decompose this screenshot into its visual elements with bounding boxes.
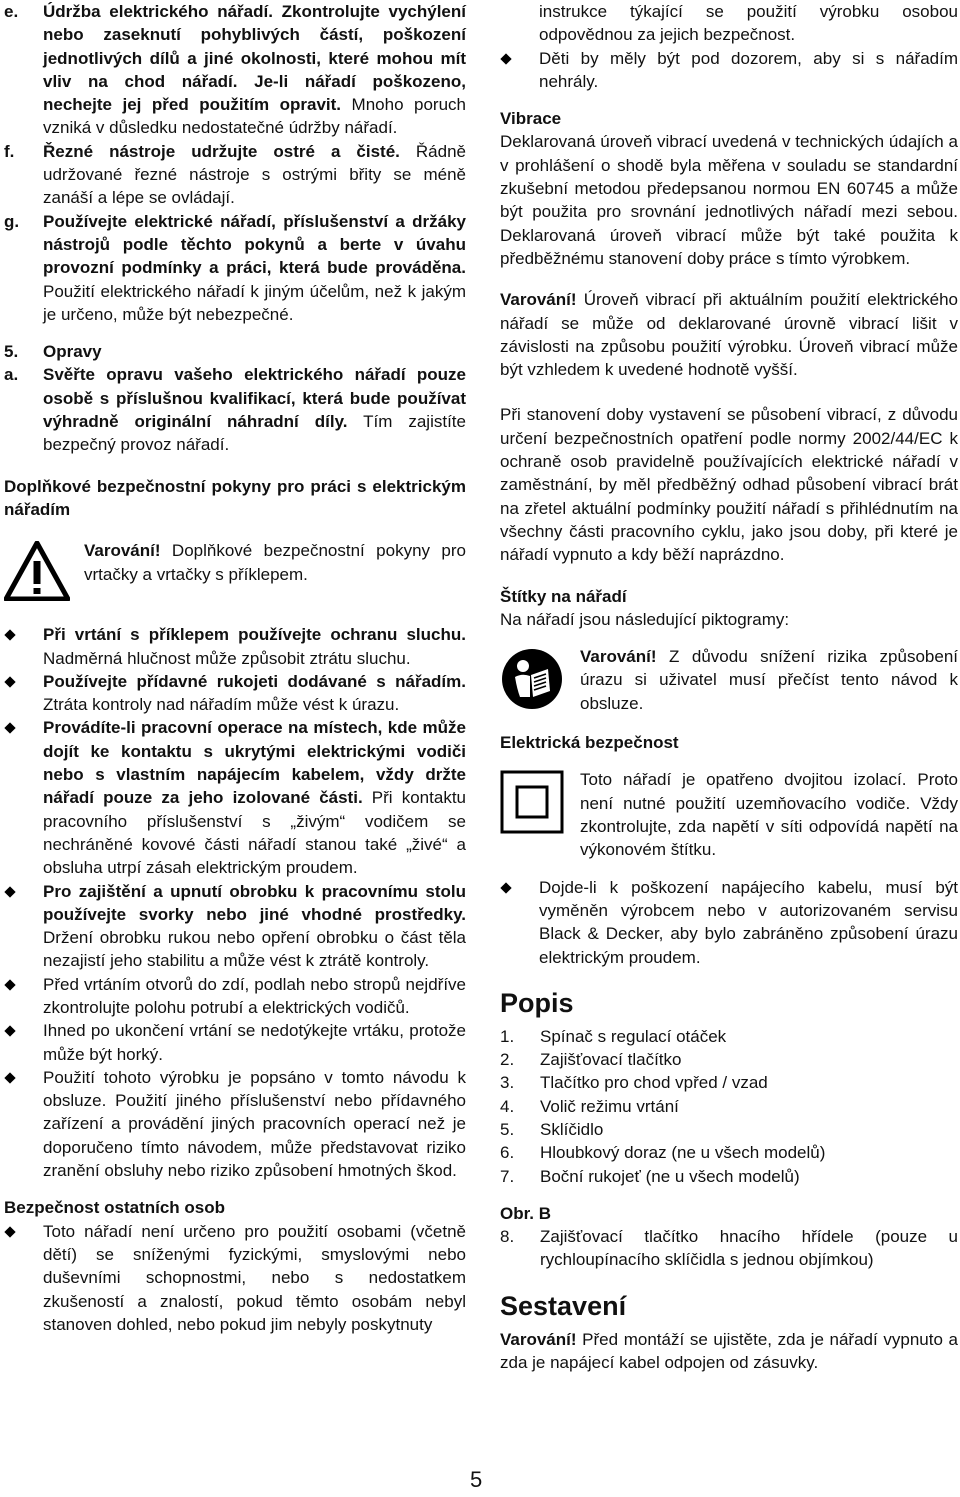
item-e-bold: Údržba elektrického nářadí. Zkontrolujte vychýlení nebo zaseknutí pohyblivých částí, poškození jednotlivých dílů a jiné okolnosti, které mohou mít vliv na chod nářadí. Je-li nářadí poškozeno, nechejte jej před použitím opravit.: [43, 2, 466, 115]
right-column: [500, 0, 958, 1374]
popis-item: [500, 1165, 958, 1188]
bullet-handles: [4, 670, 466, 717]
left-column: [4, 0, 466, 1336]
page-number: 5: [470, 1467, 483, 1492]
obr-b-heading: Obr. B: [500, 1203, 552, 1223]
item-number: 6.: [500, 1143, 515, 1163]
warning-block: [4, 539, 466, 613]
item-text: Zajišťovací tlačítko hnacího hřídele (pouze u rychloupínacího sklíčidla s jednou objímkou): [540, 1227, 958, 1270]
sestaveni-heading: Sestavení: [500, 1290, 627, 1321]
warning-body: Doplňkové bezpečnostní pokyny pro vrtačky a vrtačky s příklepem.: [84, 541, 466, 584]
item-g-bold: Používejte elektrické nářadí, příslušenství a držáky nástrojů podle těchto pokynů a berte v úvahu provozní podmínky a práci, která bude prováděna.: [43, 211, 466, 278]
section-number: 5.: [4, 342, 19, 362]
item-number: 4.: [500, 1096, 515, 1116]
item-text: Spínač s regulací otáček: [540, 1026, 727, 1046]
manual-warning-block: [500, 645, 958, 717]
popis-item: [500, 1048, 958, 1071]
item-text: Boční rukojeť (ne u všech modelů): [540, 1166, 800, 1186]
bullet-text: Nadměrná hlučnost může způsobit ztrátu sluchu.: [43, 648, 411, 668]
bullet-text: Děti by měly být pod dozorem, aby si s nářadím nehrály.: [539, 48, 958, 91]
continued-text: instrukce týkající se použití výrobku osobou odpovědnou za jejich bezpečnost.: [539, 2, 958, 45]
bullet-text: Před vrtáním otvorů do zdí, podlah nebo stropů nejdříve zkontrolujte polohu potrubí a elektrických vodičů.: [43, 974, 466, 1017]
vibration-warning: [500, 288, 958, 381]
double-insulation-icon: [500, 770, 564, 840]
bullet-persons: [4, 1220, 466, 1336]
item-marker: g.: [4, 211, 20, 231]
bullet-diamond-icon: [4, 1226, 15, 1237]
warning-label: Varování!: [84, 541, 161, 561]
bullet-hot-bit: [4, 1019, 466, 1066]
warning-body: Úroveň vibrací při aktuálním použití elektrického nářadí se může od deklarované úrovně vibrací lišit v závislosti na způsobu použití výrobku. Úroveň vibrací může být vzhledem k uvedené hodnotě vyšší.: [500, 290, 958, 380]
item-f: [4, 140, 466, 210]
bullet-children: [500, 47, 958, 94]
bullet-clamps: [4, 880, 466, 973]
section-5-heading: [4, 340, 466, 363]
popis-item: [500, 1141, 958, 1164]
item-text: Tlačítko pro chod vpřed / vzad: [540, 1073, 768, 1093]
bullet-text: Toto nářadí není určeno pro použití osobami (včetně dětí) se sníženými fyzickými, smyslovými nebo duševními schopnostmi, nebo s nedostatkem zkušeností a znalostí, pokud těmto osobám nebyl stanoven dohled, nebo pokud jim nebyly poskytnuty: [43, 1221, 466, 1334]
labels-heading: Štítky na nářadí: [500, 586, 627, 606]
item-number: 8.: [500, 1227, 515, 1247]
item-number: 2.: [500, 1050, 515, 1070]
bullet-diamond-icon: [4, 886, 15, 897]
vibration-text: Deklarovaná úroveň vibrací uvedená v technických údajích a v prohlášení o shodě byla měřena v souladu se standardní zkušební metodou předepsanou normou EN 60745 a může být použita pro srovnání jednotlivých nářadí mezi sebou. Deklarovaná úroveň vibrací může být také použita k předběžnému stanovení doby práce s tímto výrobkem.: [500, 132, 958, 268]
popis-item: [500, 1025, 958, 1048]
bullet-diamond-icon: [500, 882, 511, 893]
item-number: 5.: [500, 1119, 515, 1139]
vibration-heading: Vibrace: [500, 109, 562, 129]
bullet-text: Ihned po ukončení vrtání se nedotýkejte vrtáku, protože může být horký.: [43, 1021, 466, 1064]
item-g-text: Použití elektrického nářadí k jiným účelům, než k jakým je určeno, může být nebezpečné.: [43, 281, 466, 324]
bullet-diamond-icon: [4, 676, 15, 687]
read-manual-icon: [500, 647, 564, 717]
bullet-damaged-cable: [500, 876, 958, 969]
bullet-bold: Pro zajištění a upnutí obrobku k pracovnímu stolu používejte svorky nebo jiné vhodné prostředky.: [43, 881, 466, 924]
labels-intro: Na nářadí jsou následující piktogramy:: [500, 609, 790, 629]
bullet-diamond-icon: [4, 1072, 15, 1083]
item-e-text: Mnoho poruch vzniká v důsledku nedostatečné údržby nářadí.: [43, 95, 467, 138]
warning-text: [84, 539, 466, 586]
bullet-bold: Při vrtání s příklepem používejte ochranu sluchu.: [43, 625, 466, 645]
bullet-diamond-icon: [4, 979, 15, 990]
bullet-diamond-icon: [4, 1026, 15, 1037]
bullet-text: Použití tohoto výrobku je popsáno v tomto návodu k obsluze. Použití jiného příslušenství nebo přídavného zařízení a provádění jiných pracovních operací než je doporučeno tímto návodem, může představovat riziko zranění obsluhy nebo riziko způsobení hmotných škod.: [43, 1067, 466, 1181]
item-number: 1.: [500, 1026, 515, 1046]
popis-list: [500, 1025, 958, 1188]
bullet-text: Při kontaktu pracovního příslušenství s „živým“ vodičem se nechráněné kovové části nářadí stanou také „živé“ a obsluha utrpí zásah elektrickým proudem.: [43, 788, 466, 878]
manual-warning-text: [580, 645, 958, 715]
item-marker: a.: [4, 365, 19, 385]
warning-body: Před montáží se ujistěte, zda je nářadí vypnuto a zda je napájecí kabel odpojen od zásuvky.: [500, 1329, 958, 1373]
item-a: [4, 363, 466, 456]
bullet-bold: Používejte přídavné rukojeti dodávané s nářadím.: [43, 671, 466, 691]
bullet-intended-use: [4, 1066, 466, 1182]
bullet-text: Ztráta kontroly nad nářadím může vést k úrazu.: [43, 695, 400, 715]
bullet-hidden-wires: [4, 716, 466, 879]
extra-safety-heading: Doplňkové bezpečnostní pokyny pro práci s elektrickým nářadím: [4, 476, 466, 519]
popis-item: [500, 1095, 958, 1118]
item-text: Zajišťovací tlačítko: [540, 1050, 682, 1070]
double-insulation-block: [500, 768, 958, 861]
popis-heading: Popis: [500, 987, 574, 1018]
bullet-check-pipes: [4, 973, 466, 1020]
item-text: Sklíčidlo: [540, 1119, 604, 1139]
item-f-bold: Řezné nástroje udržujte ostré a čisté.: [43, 141, 400, 161]
item-number: 3.: [500, 1073, 515, 1093]
popis-item: [500, 1071, 958, 1094]
bullet-hearing: [4, 623, 466, 670]
item-f-text: Řádně udržované řezné nástroje s ostrými břity se méně zanáší a lépe se ovládají.: [43, 141, 467, 208]
item-marker: f.: [4, 141, 15, 161]
item-text: Volič režimu vrtání: [540, 1096, 679, 1116]
item-text: Hloubkový doraz (ne u všech modelů): [540, 1143, 826, 1163]
bullet-text: Dojde-li k poškození napájecího kabelu, musí být vyměněn výrobcem nebo v autorizovaném servisu Black & Decker, aby bylo zabráněno způsobení úrazu elektrickým proudem.: [539, 877, 958, 967]
bullet-diamond-icon: [4, 630, 15, 641]
bullet-bold: Provádíte-li pracovní operace na místech, kde může dojít ke kontaktu s ukrytými elektrickými vodiči nebo s vlastním napájecím kabelem, vždy držte nářadí pouze za jeho izolované části.: [43, 718, 466, 808]
warning-label: Varování!: [500, 1329, 577, 1349]
item-number: 7.: [500, 1166, 515, 1186]
item-a-text: Tím zajistíte bezpečný provoz nářadí.: [43, 412, 466, 455]
popis-item: [500, 1118, 958, 1141]
bullet-diamond-icon: [4, 723, 15, 734]
item-marker: e.: [4, 2, 19, 21]
bullet-diamond-icon: [500, 53, 511, 64]
warning-body: Z důvodu snížení rizika způsobení úrazu si uživatel musí přečíst tento návod k obsluze.: [580, 647, 958, 713]
warning-label: Varování!: [580, 647, 657, 667]
bullet-text: Držení obrobku rukou nebo opření obrobku o část těla nezajistí jeho stabilitu a může vést k ztrátě kontroly.: [43, 928, 466, 971]
assembly-warning: [500, 1328, 958, 1375]
item-a-bold: Svěřte opravu vašeho elektrického nářadí pouze osobě s příslušnou kvalifikací, která bude používat výhradně originální náhradní díly.: [43, 365, 466, 432]
section-title: Opravy: [43, 342, 102, 362]
electrical-heading: Elektrická bezpečnost: [500, 733, 679, 753]
vibration-text-2: Při stanovení doby vystavení se působení vibrací, z důvodu určení bezpečnostních opatření podle normy 2002/44/EC k ochraně osob pravidelně používajících elektrické nářadí v zaměstnání, by měl předběžný odhad působení vibrací brát na zřetel aktuální podmínky použití nářadí s přihlédnutím na všechny části pracovního cyklu, jako jsou doby, při které je nářadí vypnuto a kdy běží naprázdno.: [500, 405, 958, 565]
double-insulation-text: Toto nářadí je opatřeno dvojitou izolací. Proto není nutné použití uzemňovacího vodiče. Vždy zkontrolujte, zda napětí v síti odpovídá napětí na výkonovém štítku.: [580, 770, 958, 860]
item-e: [4, 0, 466, 140]
others-safety-heading: Bezpečnost ostatních osob: [4, 1198, 226, 1218]
item-g: [4, 210, 466, 326]
warning-label: Varování!: [500, 290, 577, 310]
popis-item: [500, 1225, 958, 1272]
warning-triangle-icon: [4, 541, 70, 607]
